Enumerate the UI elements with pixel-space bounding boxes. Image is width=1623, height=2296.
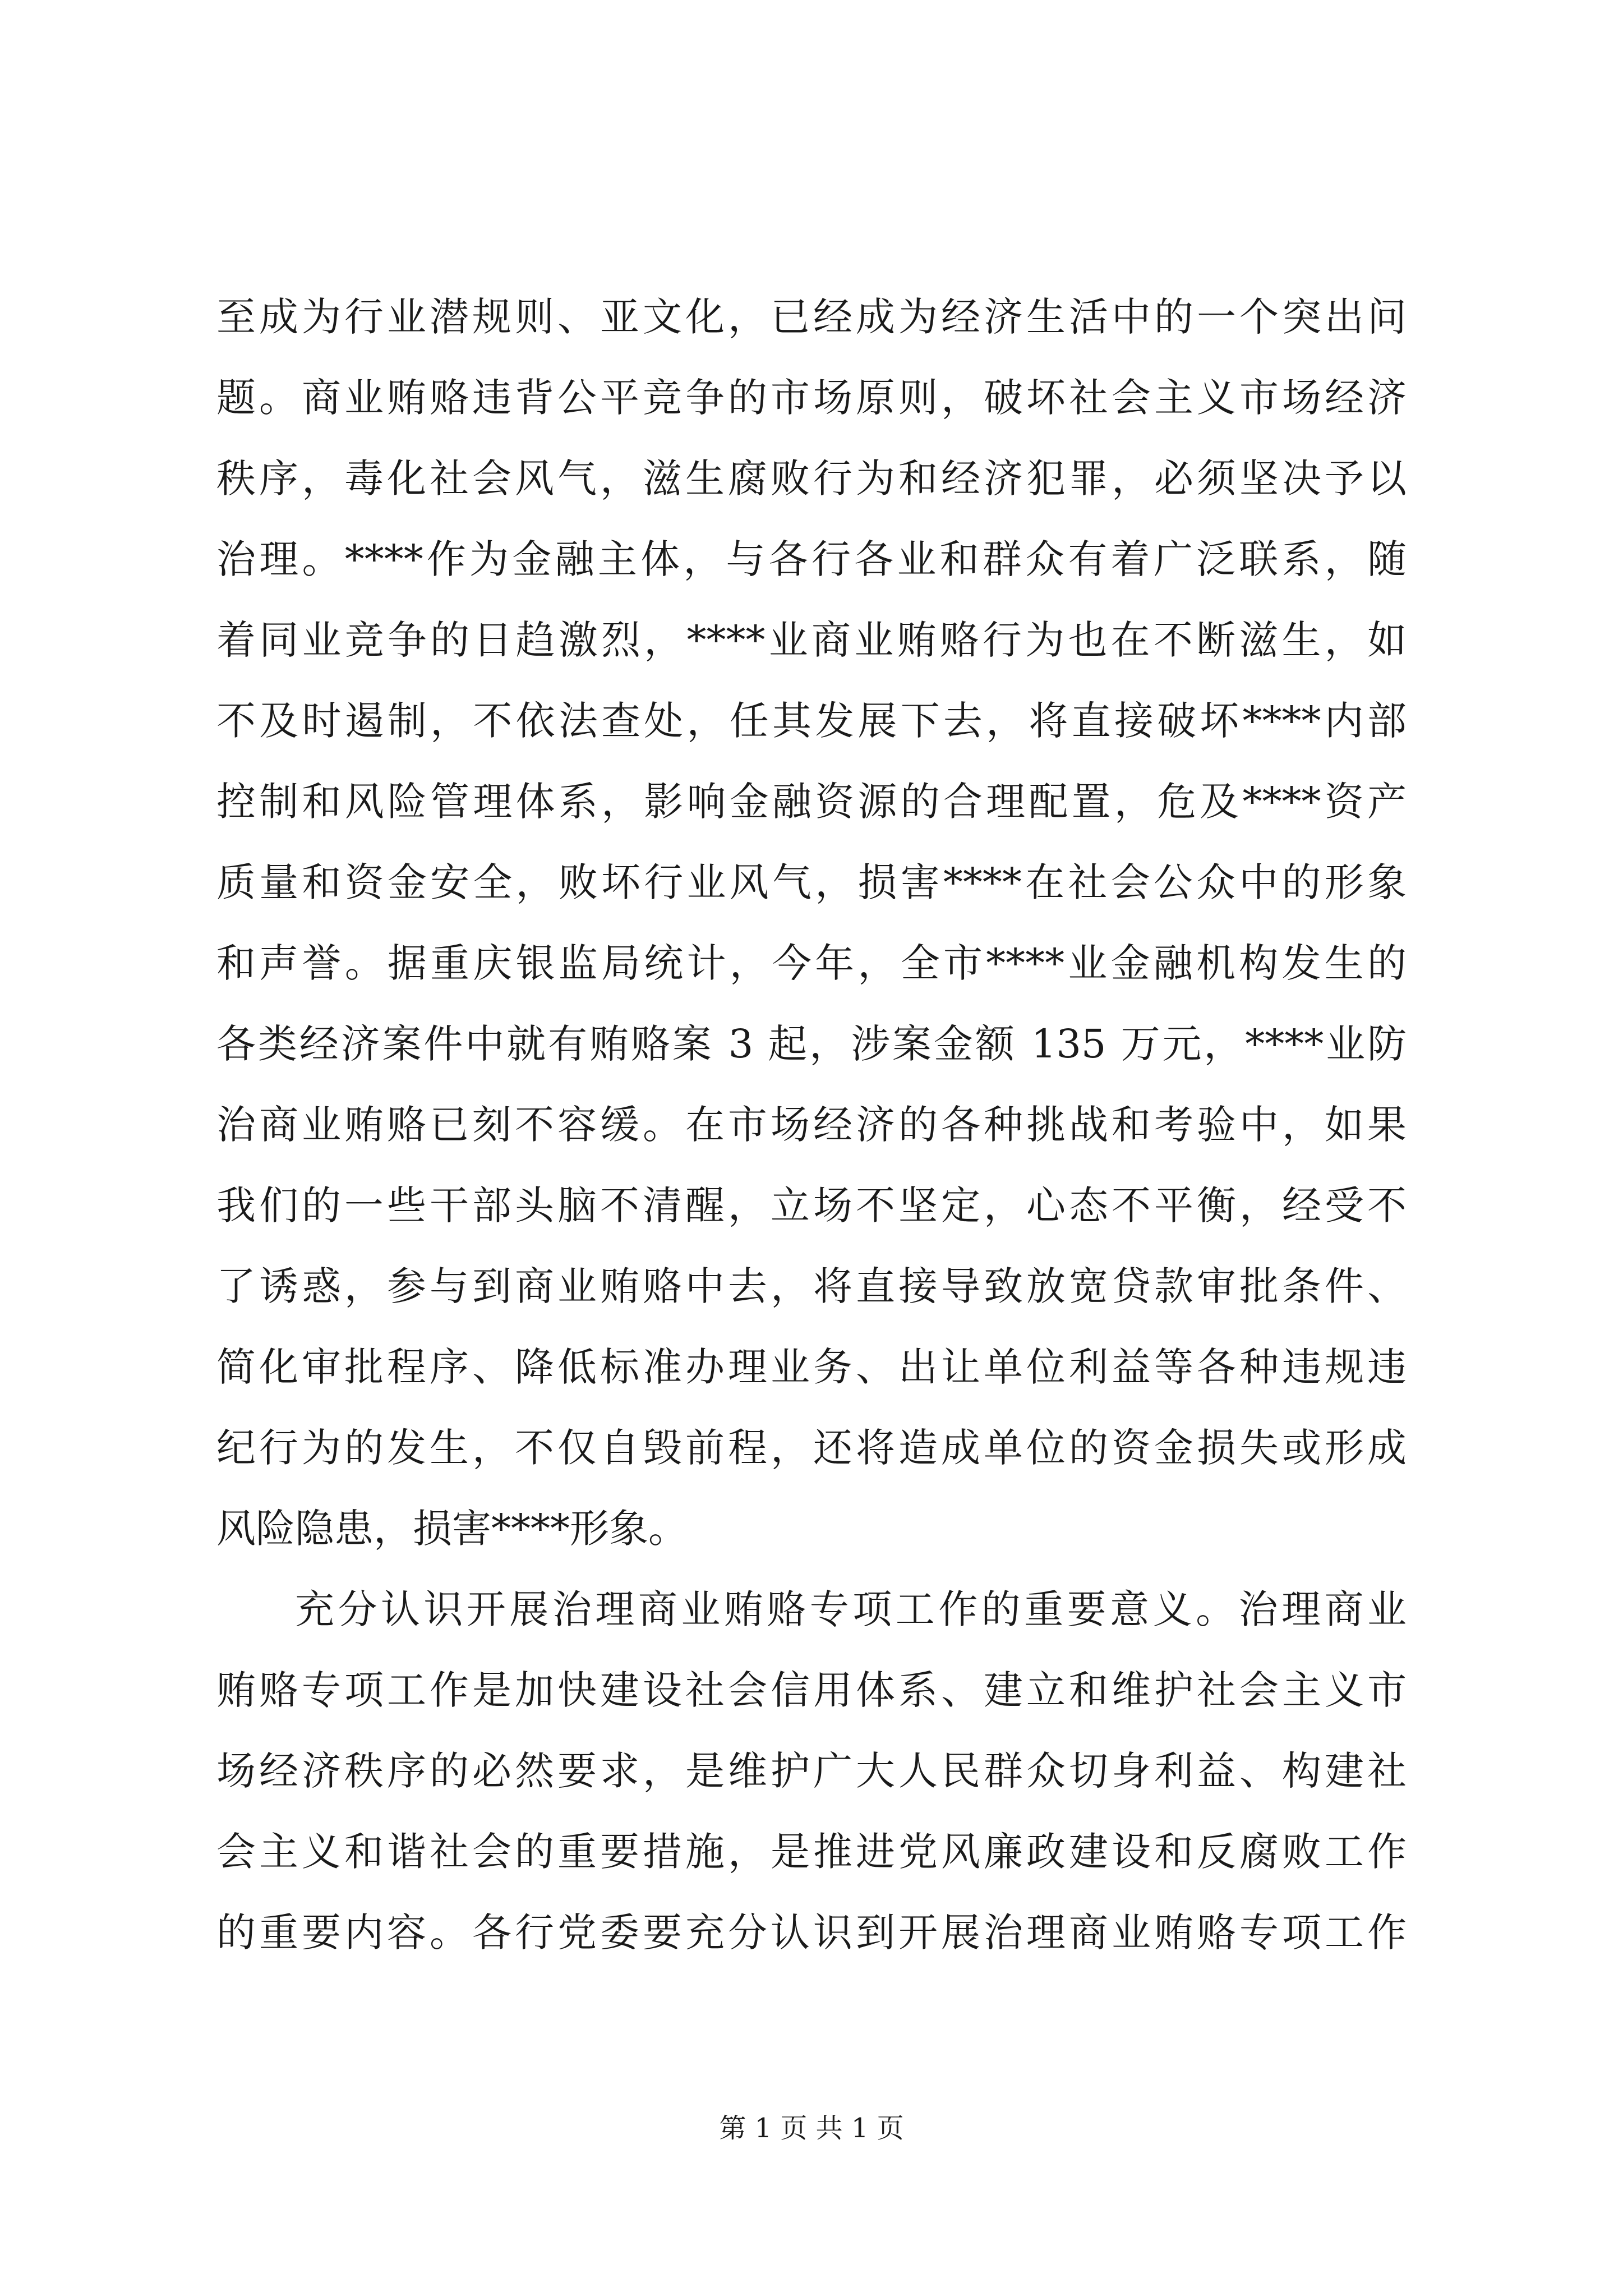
text-line: 了诱惑，参与到商业贿赂中去，将直接导致放宽贷款审批条件、 — [216, 1263, 1407, 1309]
text-line: 质量和资金安全，败坏行业风气，损害****在社会公众中的形象 — [216, 859, 1407, 905]
text-line: 简化审批程序、降低标准办理业务、出让单位利益等各种违规违 — [216, 1344, 1407, 1390]
text-line: 至成为行业潜规则、亚文化，已经成为经济生活中的一个突出问 — [216, 294, 1407, 340]
text-line: 纪行为的发生，不仅自毁前程，还将造成单位的资金损失或形成 — [216, 1425, 1407, 1471]
text-line: 风险隐患，损害****形象。 — [216, 1506, 688, 1552]
text-line: 我们的一些干部头脑不清醒，立场不坚定，心态不平衡，经受不 — [216, 1182, 1407, 1228]
text-line: 不及时遏制，不依法查处，任其发展下去，将直接破坏****内部 — [216, 698, 1407, 744]
text-line: 的重要内容。各行党委要充分认识到开展治理商业贿赂专项工作 — [216, 1910, 1407, 1955]
page-number-label: 第 1 页 共 1 页 — [719, 2113, 904, 2144]
text-line: 场经济秩序的必然要求，是维护广大人民群众切身利益、构建社 — [216, 1748, 1407, 1794]
text-line: 着同业竞争的日趋激烈，****业商业贿赂行为也在不断滋生，如 — [216, 617, 1407, 663]
text-line: 贿赂专项工作是加快建设社会信用体系、建立和维护社会主义市 — [216, 1667, 1407, 1713]
text-line: 充分认识开展治理商业贿赂专项工作的重要意义。治理商业 — [295, 1586, 1407, 1632]
text-line: 和声誉。据重庆银监局统计，今年，全市****业金融机构发生的 — [216, 940, 1407, 986]
text-line: 治商业贿赂已刻不容缓。在市场经济的各种挑战和考验中，如果 — [216, 1102, 1407, 1148]
text-line: 会主义和谐社会的重要措施，是推进党风廉政建设和反腐败工作 — [216, 1829, 1407, 1875]
text-line: 控制和风险管理体系，影响金融资源的合理配置，危及****资产 — [216, 779, 1407, 825]
text-line: 各类经济案件中就有贿赂案 3 起，涉案金额 135 万元，****业防 — [216, 1021, 1407, 1067]
text-line: 治理。****作为金融主体，与各行各业和群众有着广泛联系，随 — [216, 536, 1407, 582]
page-footer — [0, 2111, 1623, 2145]
text-line: 秩序，毒化社会风气，滋生腐败行为和经济犯罪，必须坚决予以 — [216, 455, 1407, 501]
text-line: 题。商业贿赂违背公平竞争的市场原则，破坏社会主义市场经济 — [216, 375, 1407, 421]
body-text — [216, 277, 1407, 1973]
